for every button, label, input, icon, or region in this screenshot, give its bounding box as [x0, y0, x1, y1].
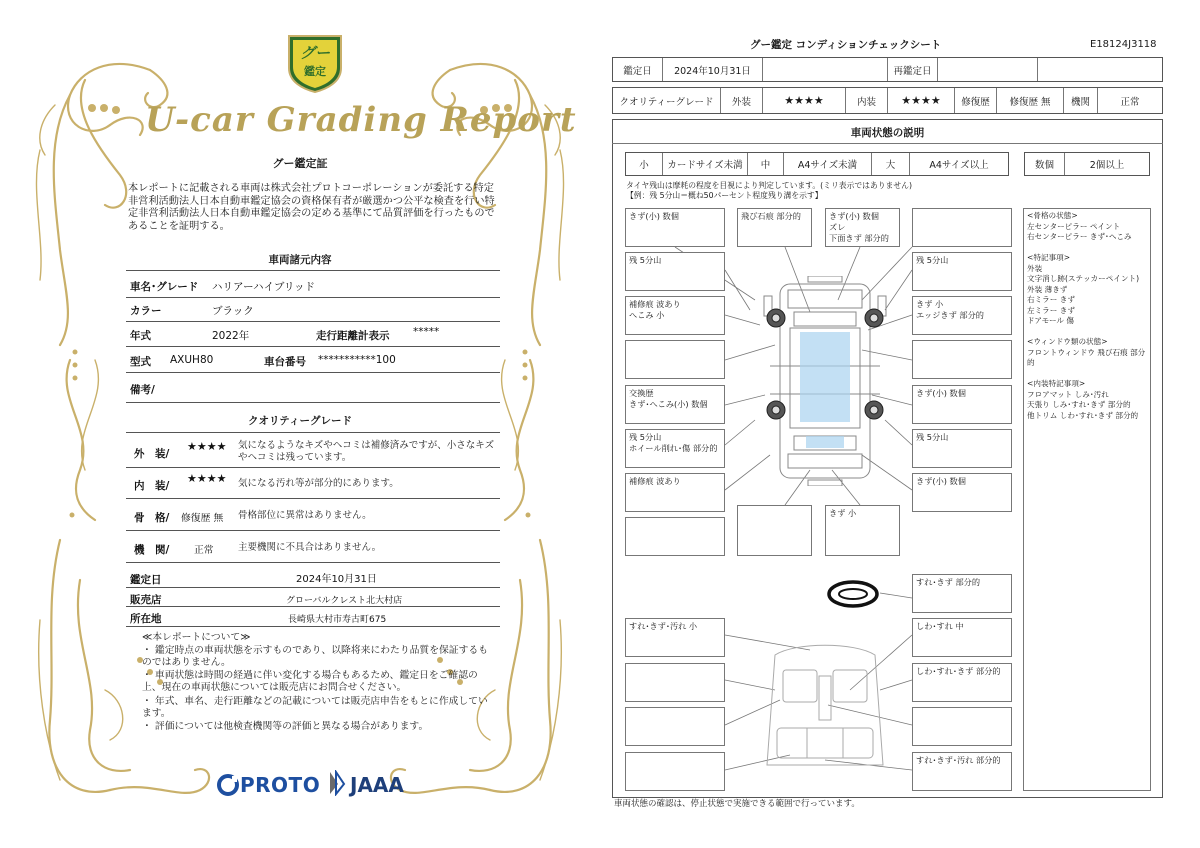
- interior-value: ★★★★: [888, 88, 955, 113]
- divider: [126, 587, 500, 588]
- condition-note: 補修痕 波あり へこみ 小: [625, 296, 725, 335]
- reappraisal-label: 再鑑定日: [888, 58, 938, 81]
- size-mid-desc: A4サイズ未満: [784, 153, 872, 175]
- model-label: 型式: [130, 356, 151, 368]
- condition-note: きず(小) 数個: [912, 385, 1012, 424]
- badge-bottom-text: 鑑定: [304, 65, 326, 78]
- steering-wheel-icon: [826, 579, 880, 609]
- condition-note: 残 5分山 ホイール削れ･傷 部分的: [625, 429, 725, 468]
- frame-value: 修復歴 無: [181, 513, 224, 524]
- appraisal-date-label: 鑑定日: [130, 574, 162, 586]
- interior-label: 内装: [846, 88, 888, 113]
- condition-note: [625, 707, 725, 746]
- count-desc: 2個以上: [1089, 160, 1125, 171]
- about-item: ・ 鑑定時点の車両状態を示すものであり、以降将来にわたり品質を保証するものではありません。: [142, 645, 489, 668]
- sheet-code: E18124J3118: [1090, 39, 1157, 50]
- tire-example: 【例：残 5分山＝概ね50パーセント程度残り溝を示す】: [626, 191, 823, 200]
- exterior-label: 外装: [721, 88, 763, 113]
- condition-note: [625, 663, 725, 702]
- color-label: カラー: [130, 305, 162, 317]
- condition-check-sheet: [600, 0, 1200, 848]
- divider: [126, 432, 500, 433]
- date-label: 鑑定日: [613, 58, 663, 81]
- condition-note: すれ･きず 部分的: [912, 574, 1012, 613]
- chassis-label: 車台番号: [264, 356, 306, 368]
- about-heading: ≪本レポートについて≫: [142, 632, 251, 643]
- exterior-stars: ★★★★: [187, 440, 227, 453]
- repair-label: 修復歴: [955, 88, 997, 113]
- special-notes: <骨格の状態> 左センターピラー ペイント 右センターピラー きず･へこみ <特記事項> 外装 文字消し跡(ステッカーペイント) 外装 薄きず 右ミラー きず 左ミラー きず ドアモール 傷 <ウィンドウ類の状態> フロントウィンドウ 飛び石痕 部分的 <内装特記事項> フロアマット しみ･汚れ 天張り しみ･すれ･きず 部分的 他トリム しわ･すれ･きず 部分的: [1023, 208, 1151, 791]
- count-label: 数個: [1025, 153, 1065, 175]
- engine-label: 機関: [1064, 88, 1098, 113]
- jaaa-logo-text: JAAA: [350, 773, 404, 797]
- condition-heading: 車両状態の説明: [850, 127, 925, 139]
- condition-note: 飛び石痕 部分的: [737, 208, 812, 247]
- condition-note: すれ･きず･汚れ 部分的: [912, 752, 1012, 791]
- tire-note: タイヤ残山は摩耗の程度を目視により判定しています。(ミリ表示ではありません): [626, 181, 912, 190]
- exterior-value: ★★★★: [763, 88, 846, 113]
- condition-note: きず 小 エッジきず 部分的: [912, 296, 1012, 335]
- model-value: AXUH80: [170, 354, 214, 366]
- engine-desc: 主要機関に不具合はありません。: [238, 542, 382, 553]
- shop-value: グローバルクレスト北大村店: [286, 596, 403, 606]
- name-value: ハリアーハイブリッド: [212, 281, 316, 293]
- condition-note: [625, 340, 725, 379]
- engine-value: 正常: [194, 545, 214, 556]
- divider: [126, 372, 500, 373]
- jaaa-logo-icon: [328, 770, 348, 796]
- mileage-label: 走行距離計表示: [316, 330, 390, 342]
- appraisal-date-value: 2024年10月31日: [296, 574, 377, 585]
- proto-logo-text: PROTO: [240, 773, 321, 797]
- certificate-intro: 本レポートに記載される車両は株式会社プロトコーポレーションが委託する特定非営利活動法人日本自動車鑑定協会の資格保有者が厳選かつ公平な検査を行い特定非営利活動法人日本自動車鑑定協会の定める基準にて品質評価を行ったものであることを証明する。: [128, 183, 495, 232]
- shop-label: 販売店: [130, 594, 162, 606]
- divider: [126, 530, 500, 531]
- year-value: 2022年: [212, 330, 250, 342]
- condition-note: [625, 752, 725, 791]
- condition-note: しわ･すれ･きず 部分的: [912, 663, 1012, 702]
- size-large: 大: [872, 153, 910, 175]
- condition-note: 残 5分山: [912, 252, 1012, 291]
- divider: [126, 346, 500, 347]
- condition-note: しわ･すれ 中: [912, 618, 1012, 657]
- about-item: ・ 年式、車名、走行距離などの記載については販売店申告をもとに作成しています。: [142, 696, 488, 719]
- car-interior-diagram: [755, 640, 895, 775]
- divider: [126, 498, 500, 499]
- divider: [126, 321, 500, 322]
- condition-note: きず 小: [825, 505, 900, 556]
- engine-value: 正常: [1120, 96, 1140, 108]
- condition-note: 残 5分山: [625, 252, 725, 291]
- remarks-label: 備考/: [130, 384, 155, 396]
- spec-heading: 車両諸元内容: [268, 254, 332, 266]
- mileage-value: *****: [413, 326, 440, 338]
- condition-note: [625, 517, 725, 556]
- badge-top-text: グー: [299, 44, 330, 62]
- year-label: 年式: [130, 330, 151, 342]
- condition-note: 補修痕 波あり: [625, 473, 725, 512]
- divider: [126, 467, 500, 468]
- divider: [126, 402, 500, 403]
- exterior-label: 外 装/: [134, 448, 170, 460]
- size-small: 小: [626, 153, 663, 175]
- address-value: 長崎県大村市寿古町675: [288, 615, 387, 625]
- proto-logo-icon: [216, 773, 240, 797]
- interior-desc: 気になる汚れ等が部分的にあります。: [238, 478, 399, 489]
- condition-note: [912, 340, 1012, 379]
- frame-label: 骨 格/: [134, 512, 170, 524]
- repair-value: 修復歴 無: [997, 88, 1064, 113]
- interior-label: 内 装/: [134, 480, 170, 492]
- grade-heading: クオリティーグレード: [248, 415, 352, 427]
- divider: [126, 606, 500, 607]
- chassis-value: ***********100: [318, 354, 396, 366]
- condition-note: 交換歴 きず･へこみ(小) 数個: [625, 385, 725, 424]
- sheet-title: グー鑑定 コンディションチェックシート: [750, 39, 942, 51]
- condition-note: [912, 707, 1012, 746]
- divider: [126, 626, 500, 627]
- color-value: ブラック: [212, 305, 254, 317]
- grade-label: クオリティーグレード: [613, 88, 721, 113]
- certificate-heading: グー鑑定証: [272, 157, 328, 170]
- exterior-desc: 気になるようなキズやヘコミは補修済みですが、小さなキズやヘコミは残っています。: [238, 440, 495, 463]
- about-item: ・ 評価については他検査機関等の評価と異なる場合があります。: [142, 721, 429, 732]
- condition-note: すれ･きず･汚れ 小: [625, 618, 725, 657]
- script-title: U-car Grading Report: [145, 100, 577, 140]
- condition-note: 残 5分山: [912, 429, 1012, 468]
- frame-desc: 骨格部位に異常はありません。: [238, 510, 372, 521]
- divider: [126, 297, 500, 298]
- condition-note: [912, 208, 1012, 247]
- size-small-desc: カードサイズ未満: [663, 153, 748, 175]
- condition-note: [737, 505, 812, 556]
- about-item: ・ 車両状態は時間の経過に伴い変化する場合もあるため、鑑定日をご確認の上、現在の車両状態については販売店にお問合せください。: [142, 670, 478, 693]
- car-topview-diagram: [760, 276, 890, 486]
- divider: [126, 270, 500, 271]
- size-large-desc: A4サイズ以上: [929, 160, 989, 171]
- interior-stars: ★★★★: [187, 472, 227, 485]
- address-label: 所在地: [130, 613, 162, 625]
- condition-note: きず(小) 数個 ズレ 下面きず 部分的: [825, 208, 900, 247]
- condition-note: きず(小) 数個: [912, 473, 1012, 512]
- divider: [126, 562, 500, 563]
- date-value: 2024年10月31日: [663, 58, 763, 81]
- engine-label: 機 関/: [134, 544, 170, 556]
- name-label: 車名･グレード: [130, 281, 199, 293]
- condition-note: きず(小) 数個: [625, 208, 725, 247]
- size-mid: 中: [748, 153, 784, 175]
- sheet-footer: 車両状態の確認は、停止状態で実施できる範囲で行っています。: [614, 799, 860, 809]
